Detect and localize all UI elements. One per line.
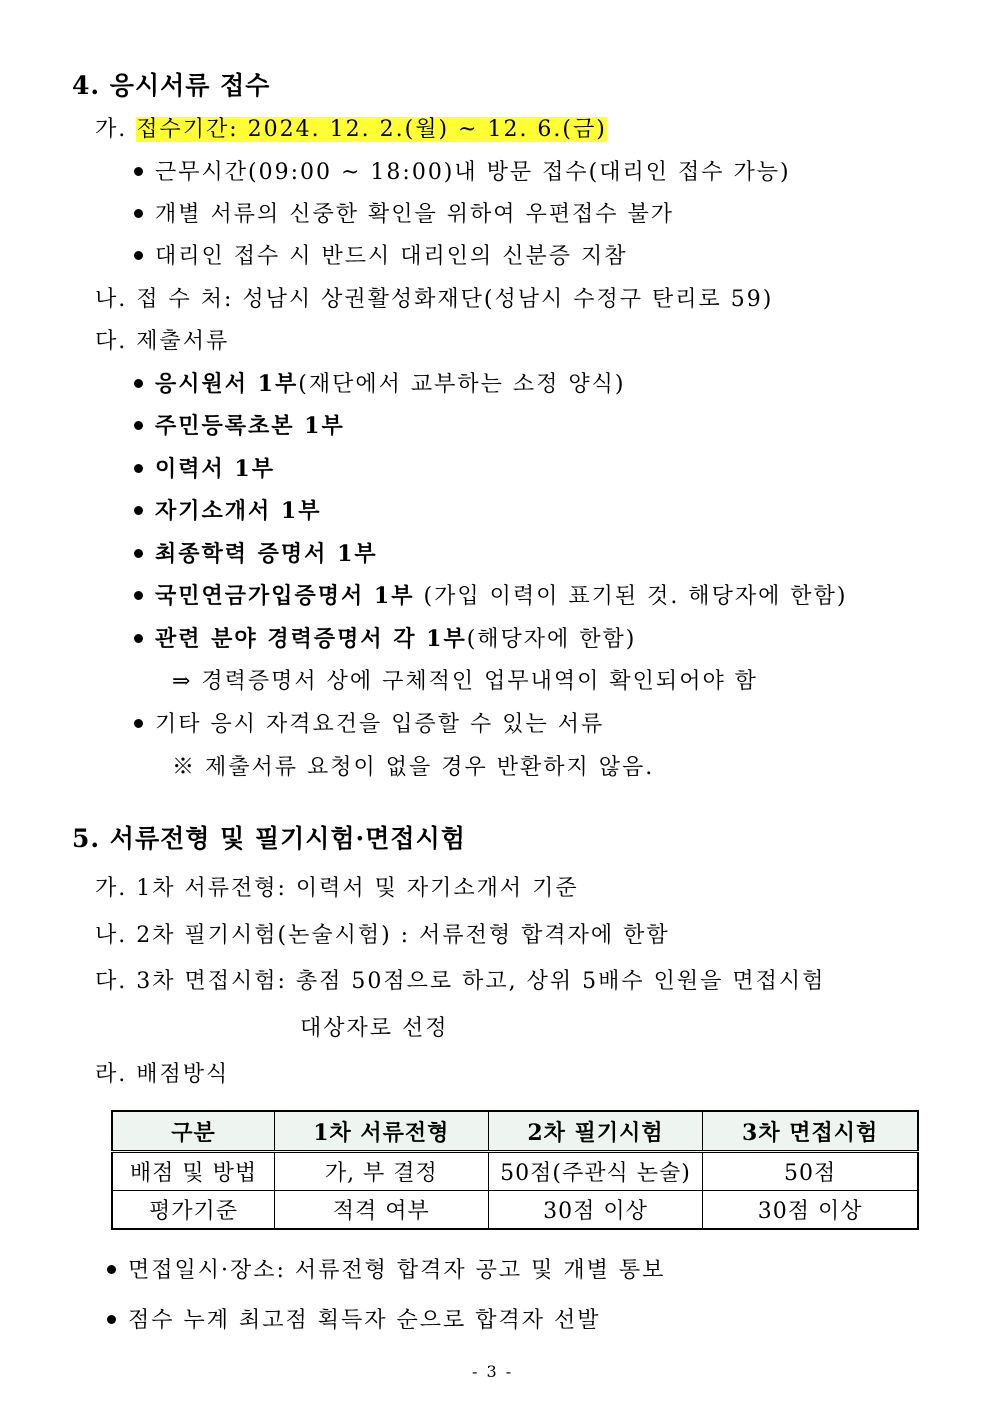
list-item: 면접일시·장소: 서류전형 합격자 공고 및 개별 통보 xyxy=(107,1253,665,1284)
table-header: 2차 필기시험 xyxy=(488,1111,703,1152)
table-header: 1차 서류전형 xyxy=(274,1111,488,1152)
arrow-note: ⇒ 경력증명서 상에 구체적인 업무내역이 확인되어야 함 xyxy=(172,669,758,694)
table-cell: 30점 이상 xyxy=(703,1191,918,1230)
list-item: 관련 분야 경력증명서 각 1부(해당자에 한함) xyxy=(134,622,636,653)
table-header: 구분 xyxy=(112,1111,274,1152)
scoring-method-heading: 라. 배점방식 xyxy=(95,1062,230,1087)
reference-note: ※ 제출서류 요청이 없을 경우 반환하지 않음. xyxy=(172,755,655,780)
table-cell: 적격 여부 xyxy=(274,1191,488,1230)
list-item: 주민등록초본 1부 xyxy=(134,409,345,440)
stage-3-interview: 다. 3차 면접시험: 총점 50점으로 하고, 상위 5배수 인원을 면접시험 xyxy=(95,969,826,994)
list-item: 최종학력 증명서 1부 xyxy=(134,537,378,568)
list-item: 개별 서류의 신중한 확인을 위하여 우편접수 불가 xyxy=(134,197,674,228)
stage-1-document-screening: 가. 1차 서류전형: 이력서 및 자기소개서 기준 xyxy=(95,876,579,901)
reception-place: 나. 접 수 처: 성남시 상권활성화재단(성남시 수정구 탄리로 59) xyxy=(95,287,774,312)
table-cell: 배점 및 방법 xyxy=(112,1152,274,1191)
stage-2-written-exam: 나. 2차 필기시험(논술시험) : 서류전형 합격자에 한함 xyxy=(95,923,670,948)
section-5-title: 5. 서류전형 및 필기시험·면접시험 xyxy=(72,824,466,853)
reception-period xyxy=(95,112,607,143)
table-cell: 30점 이상 xyxy=(488,1191,703,1230)
list-item: 점수 누계 최고점 획득자 순으로 합격자 선발 xyxy=(107,1303,601,1334)
table-cell: 50점(주관식 논술) xyxy=(488,1152,703,1191)
list-item: 근무시간(09:00 ~ 18:00)내 방문 접수(대리인 접수 가능) xyxy=(134,155,791,186)
stage-3-interview-cont: 대상자로 선정 xyxy=(300,1016,449,1041)
list-item: 이력서 1부 xyxy=(134,452,275,483)
list-item: 응시원서 1부(재단에서 교부하는 소정 양식) xyxy=(134,367,625,398)
table-header: 3차 면접시험 xyxy=(703,1111,918,1152)
table-row xyxy=(112,1191,918,1230)
table-cell: 평가기준 xyxy=(112,1191,274,1230)
page-number: - 3 - xyxy=(472,1362,514,1381)
item-prefix: 가. xyxy=(95,117,137,142)
table-cell: 50점 xyxy=(703,1152,918,1191)
list-item: 대리인 접수 시 반드시 대리인의 신분증 지참 xyxy=(134,239,628,270)
section-4-title: 4. 응시서류 접수 xyxy=(72,71,271,100)
reception-period-highlight: 접수기간: 2024. 12. 2.(월) ~ 12. 6.(금) xyxy=(136,117,607,142)
required-documents-heading: 다. 제출서류 xyxy=(95,329,230,354)
table-cell: 가, 부 결정 xyxy=(274,1152,488,1191)
list-item: 국민연금가입증명서 1부 (가입 이력이 표기된 것. 해당자에 한함) xyxy=(134,579,847,610)
list-item: 자기소개서 1부 xyxy=(134,494,321,525)
table-header-row xyxy=(112,1111,918,1152)
list-item: 기타 응시 자격요건을 입증할 수 있는 서류 xyxy=(134,707,604,738)
scoring-table xyxy=(111,1110,919,1230)
table-row xyxy=(112,1152,918,1191)
